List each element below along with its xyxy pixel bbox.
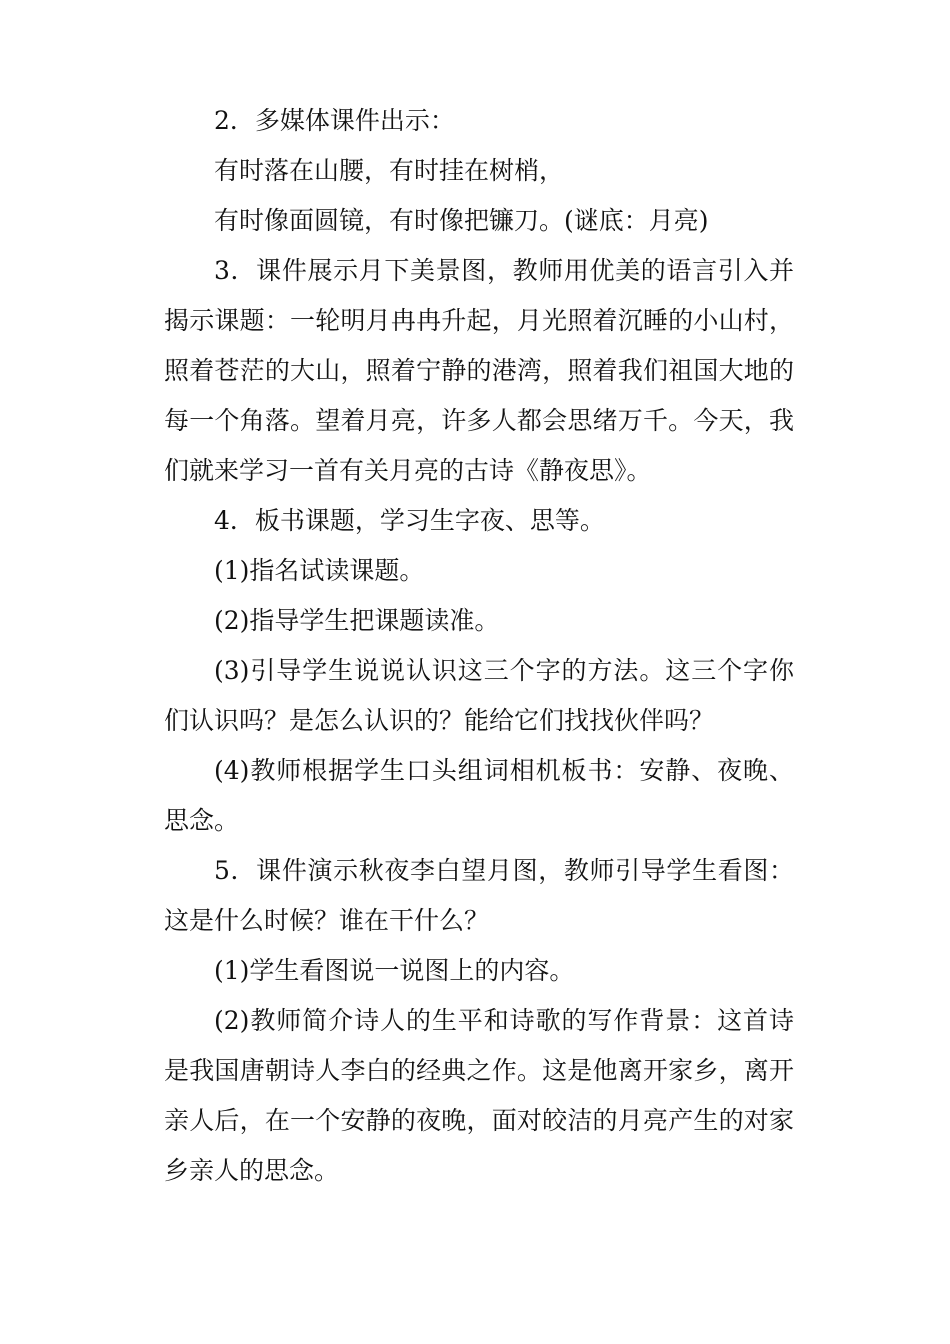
paragraph-step-5-1: (1)学生看图说一说图上的内容。 <box>214 956 575 985</box>
riddle-line-1: 有时落在山腰，有时挂在树梢， <box>214 156 565 185</box>
paragraph-step-3: 3．课件展示月下美景图，教师用优美的语言引入并揭示课题：一轮明月冉冉升起，月光照着沉睡的小山村，照着苍茫的大山，照着宁静的港湾，照着我们祖国大地的每一个角落。望着月亮，许多人都会思绪万千。今天，我们就来学习一首有关月亮的古诗《静夜思》。 <box>164 256 794 485</box>
riddle-line-2: 有时像面圆镜，有时像把镰刀。(谜底：月亮) <box>214 206 709 235</box>
paragraph-step-2: 2．多媒体课件出示： <box>214 106 455 135</box>
paragraph-step-4-4: (4)教师根据学生口头组词相机板书：安静、夜晚、思念。 <box>164 756 794 835</box>
paragraph-step-5-2: (2)教师简介诗人的生平和诗歌的写作背景：这首诗是我国唐朝诗人李白的经典之作。这是他离开家乡，离开亲人后，在一个安静的夜晚，面对皎洁的月亮产生的对家乡亲人的思念。 <box>164 1006 794 1185</box>
paragraph-step-4-2: (2)指导学生把课题读准。 <box>214 606 500 635</box>
paragraph-step-5: 5．课件演示秋夜李白望月图，教师引导学生看图：这是什么时候？谁在干什么？ <box>164 856 794 935</box>
paragraph-step-4-3: (3)引导学生说说认识这三个字的方法。这三个字你们认识吗？是怎么认识的？能给它们找找伙伴吗？ <box>164 656 794 735</box>
paragraph-step-4: 4．板书课题，学习生字夜、思等。 <box>214 506 605 535</box>
document-body <box>164 96 794 1196</box>
paragraph-step-4-1: (1)指名试读课题。 <box>214 556 425 585</box>
